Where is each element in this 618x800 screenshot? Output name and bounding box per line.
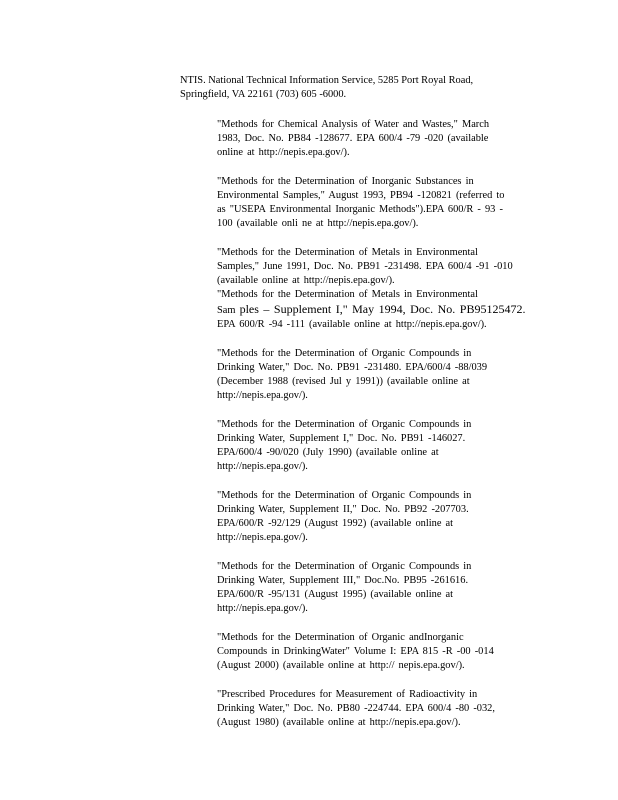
reference-item: "Methods for the Determination of Organic Compounds in Drinking Water, Supplement II," Doc. No. PB92 -207703. EPA/600/R -92/129 (August 1992) (available online at http://nepis.epa.gov/). [217, 490, 472, 543]
reference-item: "Methods for the Determination of Organic Compounds in Drinking Water, Supplement I," Doc. No. PB91 -146027. EPA/600/4 -90/020 (July 1990) (available online at http://nepis.epa.gov/). [217, 419, 472, 472]
ntis-line-2: Springfield, VA 22161 (703) 605 -6000. [180, 89, 347, 100]
reference-item: "Methods for the Determination of Organic andInorganic Compounds in DrinkingWater" Volume I: EPA 815 -R -00 -014 (August 2000) (available online at http:// nepis.epa.gov/). [217, 632, 494, 671]
reference-item: "Methods for Chemical Analysis of Water and Wastes," March 1983, Doc. No. PB84 -128677. EPA 600/4 -79 -020 (available online at http://nepis.epa.gov/). [217, 119, 490, 158]
ntis-paragraph [180, 74, 518, 102]
reference-item: "Methods for the Determination of Metals in Environmental Samples," June 1991, Doc. No. PB91 -231498. EPA 600/4 -91 -010 (available online at http://nepis.epa.gov/). [217, 247, 513, 286]
reference-item: "Methods for the Determination of Organic Compounds in Drinking Water," Doc. No. PB91 -231480. EPA/600/4 -88/039 (December 1988 (revised Jul y 1991)) (available online at http://nepis.epa.gov/). [217, 348, 488, 401]
reference-list [217, 118, 537, 745]
reference-item: "Prescribed Procedures for Measurement of Radioactivity in Drinking Water," Doc. No. PB80 -224744. EPA 600/4 -80 -032, (August 1980) (available online at http://nepis.epa.gov/). [217, 689, 495, 728]
reference-item: "Methods for the Determination of Metals in Environmental Sam ples – Supplement I," May 1994, Doc. No. PB95125472. EPA 600/R -94 -111 (available online at http://nepis.epa.gov/). [217, 289, 526, 330]
reference-item: "Methods for the Determination of Inorganic Substances in Environmental Samples," August 1993, PB94 -120821 (referred to as "USEPA Environmental Inorganic Methods").EPA 600/R - 93 - 100 (available onli ne at http://nepis.epa.gov/). [217, 176, 505, 229]
reference-item: "Methods for the Determination of Organic Compounds in Drinking Water, Supplement III," Doc.No. PB95 -261616. EPA/600/R -95/131 (August 1995) (available online at http://nepis.epa.gov/). [217, 561, 472, 614]
ntis-line-1: NTIS. National Technical Information Service, 5285 Port Royal Road, [180, 75, 474, 86]
